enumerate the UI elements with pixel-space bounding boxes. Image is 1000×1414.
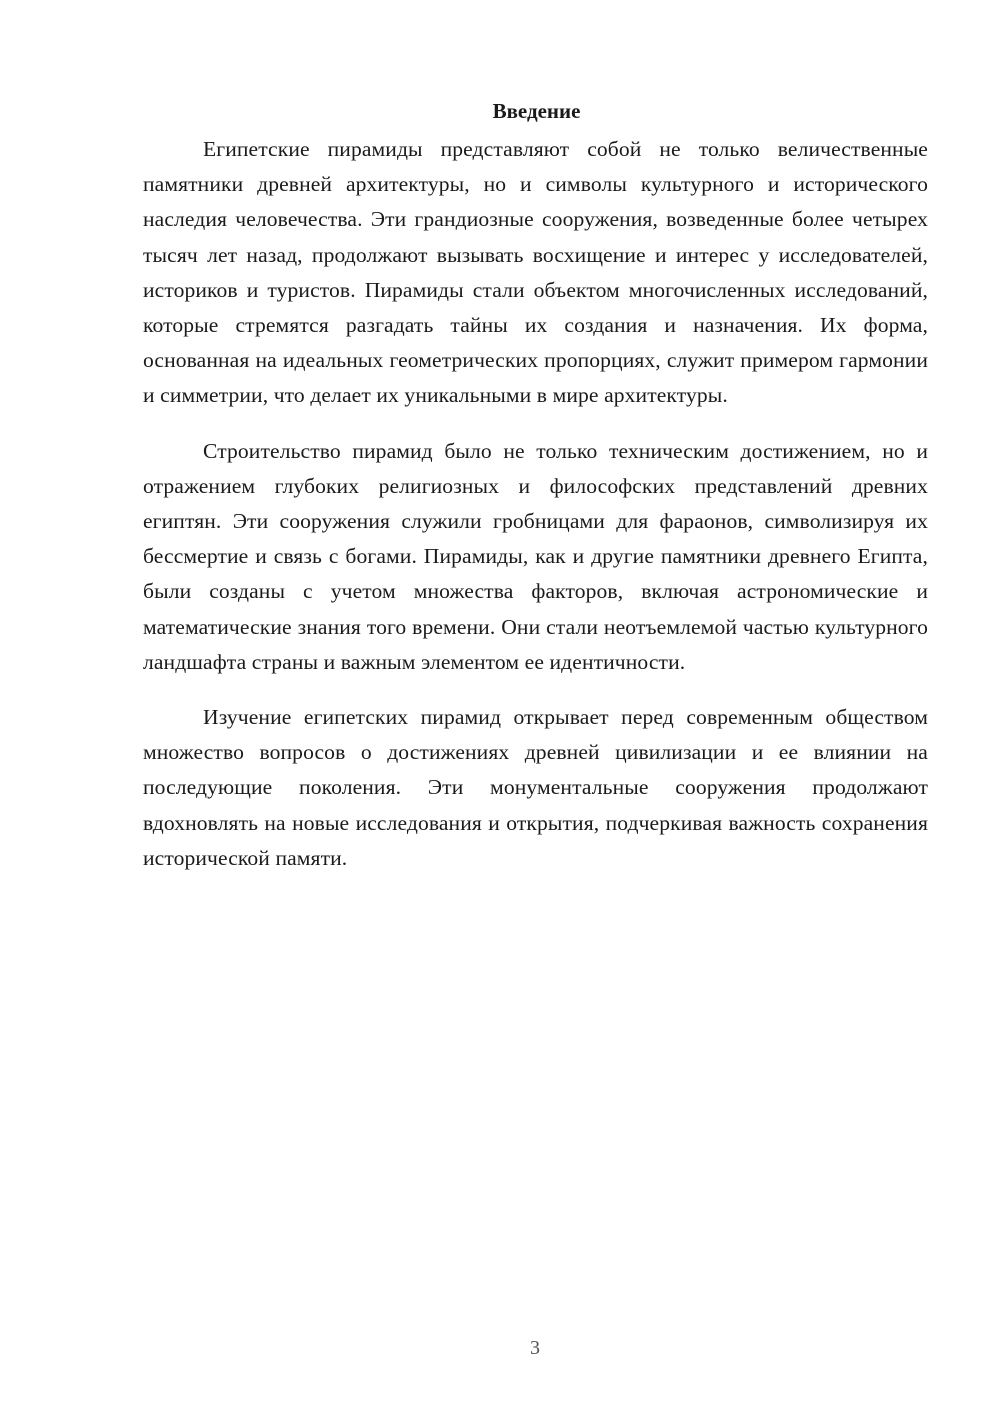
page-number: 3 bbox=[530, 1337, 540, 1359]
paragraph-1: Египетские пирамиды представляют собой не только величественные памятники древней архитектуры, но и символы культурного и исторического наследия человечества. Эти грандиозные сооружения, возведенные более четырех тысяч лет назад, продолжают вызывать восхищение и интерес у исследователей, историков и туристов. Пирамиды стали объектом многочисленных исследований, которые стремятся разгадать тайны их создания и назначения. Их форма, основанная на идеальных геометрических пропорциях, служит примером гармонии и симметрии, что делает их уникальными в мире архитектуры. bbox=[143, 137, 928, 408]
section-heading: Введение bbox=[492, 99, 581, 123]
paragraph-2: Строительство пирамид было не только техническим достижением, но и отражением глубоких религиозных и философских представлений древних египтян. Эти сооружения служили гробницами для фараонов, символизируя их бессмертие и связь с богами. Пирамиды, как и другие памятники древнего Египта, были созданы с учетом множества факторов, включая астрономические и математические знания того времени. Они стали неотъемлемой частью культурного ландшафта страны и важным элементом ее идентичности. bbox=[143, 438, 928, 674]
paragraph-3: Изучение египетских пирамид открывает перед современным обществом множество вопросов о достижениях древней цивилизации и ее влиянии на последующие поколения. Эти монументальные сооружения продолжают вдохновлять на новые исследования и открытия, подчеркивая важность сохранения исторической памяти. bbox=[143, 705, 928, 870]
page-content bbox=[143, 98, 928, 896]
